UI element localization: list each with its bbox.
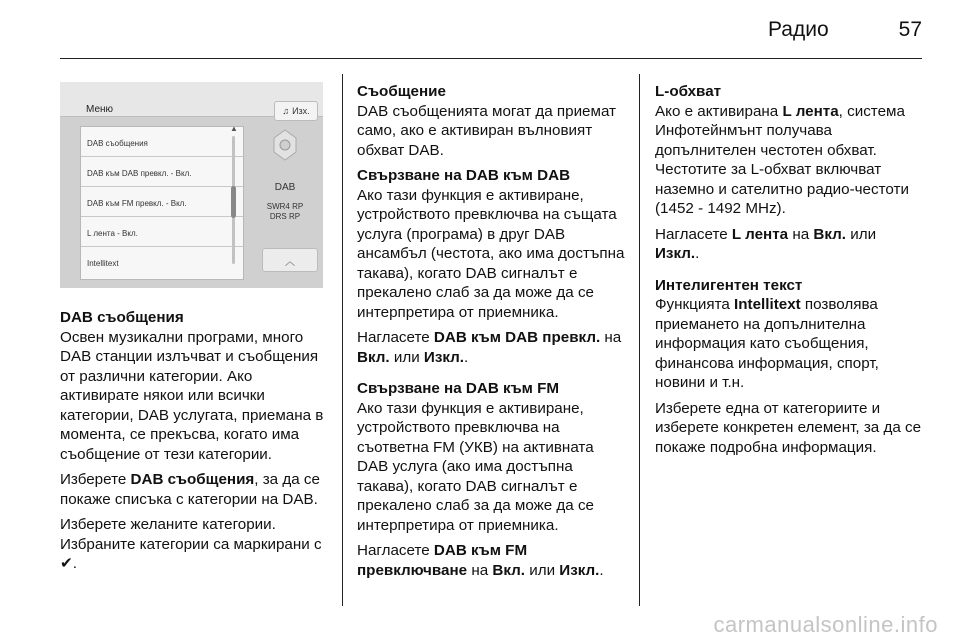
section-title: Радио <box>767 18 829 41</box>
chevron-up-icon: ︿ <box>285 256 295 268</box>
figure-scrollbar <box>228 126 238 278</box>
page-number: 57 <box>898 18 922 41</box>
paragraph: Нагласете DAB към FM превключване на Вкл. или Изкл.. <box>357 542 604 579</box>
list-item: L лента - Вкл. <box>81 217 243 247</box>
list-item: DAB към DAB превкл. - Вкл. <box>81 157 243 187</box>
note-heading: Съобщение <box>357 83 446 100</box>
header-rule <box>60 58 922 59</box>
figure-menu-list <box>80 126 244 280</box>
list-item: Intellitext <box>87 259 119 268</box>
section-heading: DAB съобщения <box>60 309 184 326</box>
menu-screenshot-figure <box>60 82 323 288</box>
paragraph: Освен музикални програми, много DAB станции излъчват и съобщения от различни категории. Ако активирате някои или всички категории, DAB услугата, приемана в момента, се прекъсва, когато има съобщение от тези категории. <box>60 328 324 463</box>
paragraph: Ако тази функция е активиране, устройството превключва на същата услуга (програма) в друг DAB ансамбъл (честота, ако има достъпна такава), когато DAB сигналът е прекалено слаб за да може да се интерпретира от приемника. <box>357 186 625 321</box>
column-1 <box>60 308 326 580</box>
figure-menu-title: Меню <box>86 104 114 115</box>
paragraph: DAB съобщенията могат да приемат само, ако е активиран вълновият обхват DAB. <box>357 102 617 159</box>
watermark: carmanualsonline.info <box>713 612 938 637</box>
music-note-icon: ♫ <box>282 106 290 116</box>
figure-station-list <box>250 202 320 222</box>
radio-waves-icon <box>270 126 300 166</box>
column-2 <box>357 82 629 586</box>
page-header <box>768 18 922 42</box>
section-heading: Свързване на DAB към FM <box>357 380 560 397</box>
paragraph: Функцията Intellitext позволява приемането на допълнителна информация като съобщения, финансова информация, спорт, новини и т.н. <box>655 296 879 391</box>
paragraph: Ако е активирана L лента, система Инфотейнмънт получава допълнителен честотен обхват. Честотите за L-обхват включват наземно и сателитно радио-честоти (1452 - 1492 MHz). <box>655 102 909 217</box>
scroll-thumb <box>231 186 236 218</box>
section-heading: Интелигентен текст <box>655 276 803 294</box>
paragraph: Ако тази функция е активиране, устройството превключва на съответна FM (УКВ) на активната DAB услуга (ако има достъпна такава), когато DAB сигналът е прекалено слаб за да може да се интерпретира от приемника. <box>357 399 594 534</box>
list-item: DAB към FM превкл. - Вкл. <box>81 187 243 217</box>
paragraph: Нагласете L лента на Вкл. или Изкл.. <box>655 225 877 262</box>
figure-band-label: DAB <box>274 182 296 193</box>
column-divider <box>639 74 640 606</box>
figure-exit-label: Изх. <box>292 106 310 116</box>
figure-station: SWR4 RP <box>266 202 304 211</box>
figure-collapse-button <box>262 248 318 272</box>
figure-station-panel <box>250 126 320 256</box>
figure-exit-button <box>274 101 318 121</box>
paragraph: Изберете желаните категории. Избраните категории са маркирани с ✔. <box>60 516 322 572</box>
paragraph: Нагласете DAB към DAB превкл. на Вкл. или Изкл.. <box>357 329 622 366</box>
scroll-up-icon: ▲ <box>230 124 238 133</box>
column-divider <box>342 74 343 606</box>
paragraph: Изберете DAB съобщения, за да се покаже списъка с категории на DAB. <box>60 471 320 508</box>
section-heading: L-обхват <box>655 83 722 100</box>
section-heading: Свързване на DAB към DAB <box>357 167 571 184</box>
figure-station: DRS RP <box>269 212 301 221</box>
paragraph: Изберете една от категориите и изберете конкретен елемент, за да се покаже подробна информация. <box>655 399 922 456</box>
list-item: DAB съобщения <box>81 127 243 157</box>
column-3 <box>655 82 923 463</box>
